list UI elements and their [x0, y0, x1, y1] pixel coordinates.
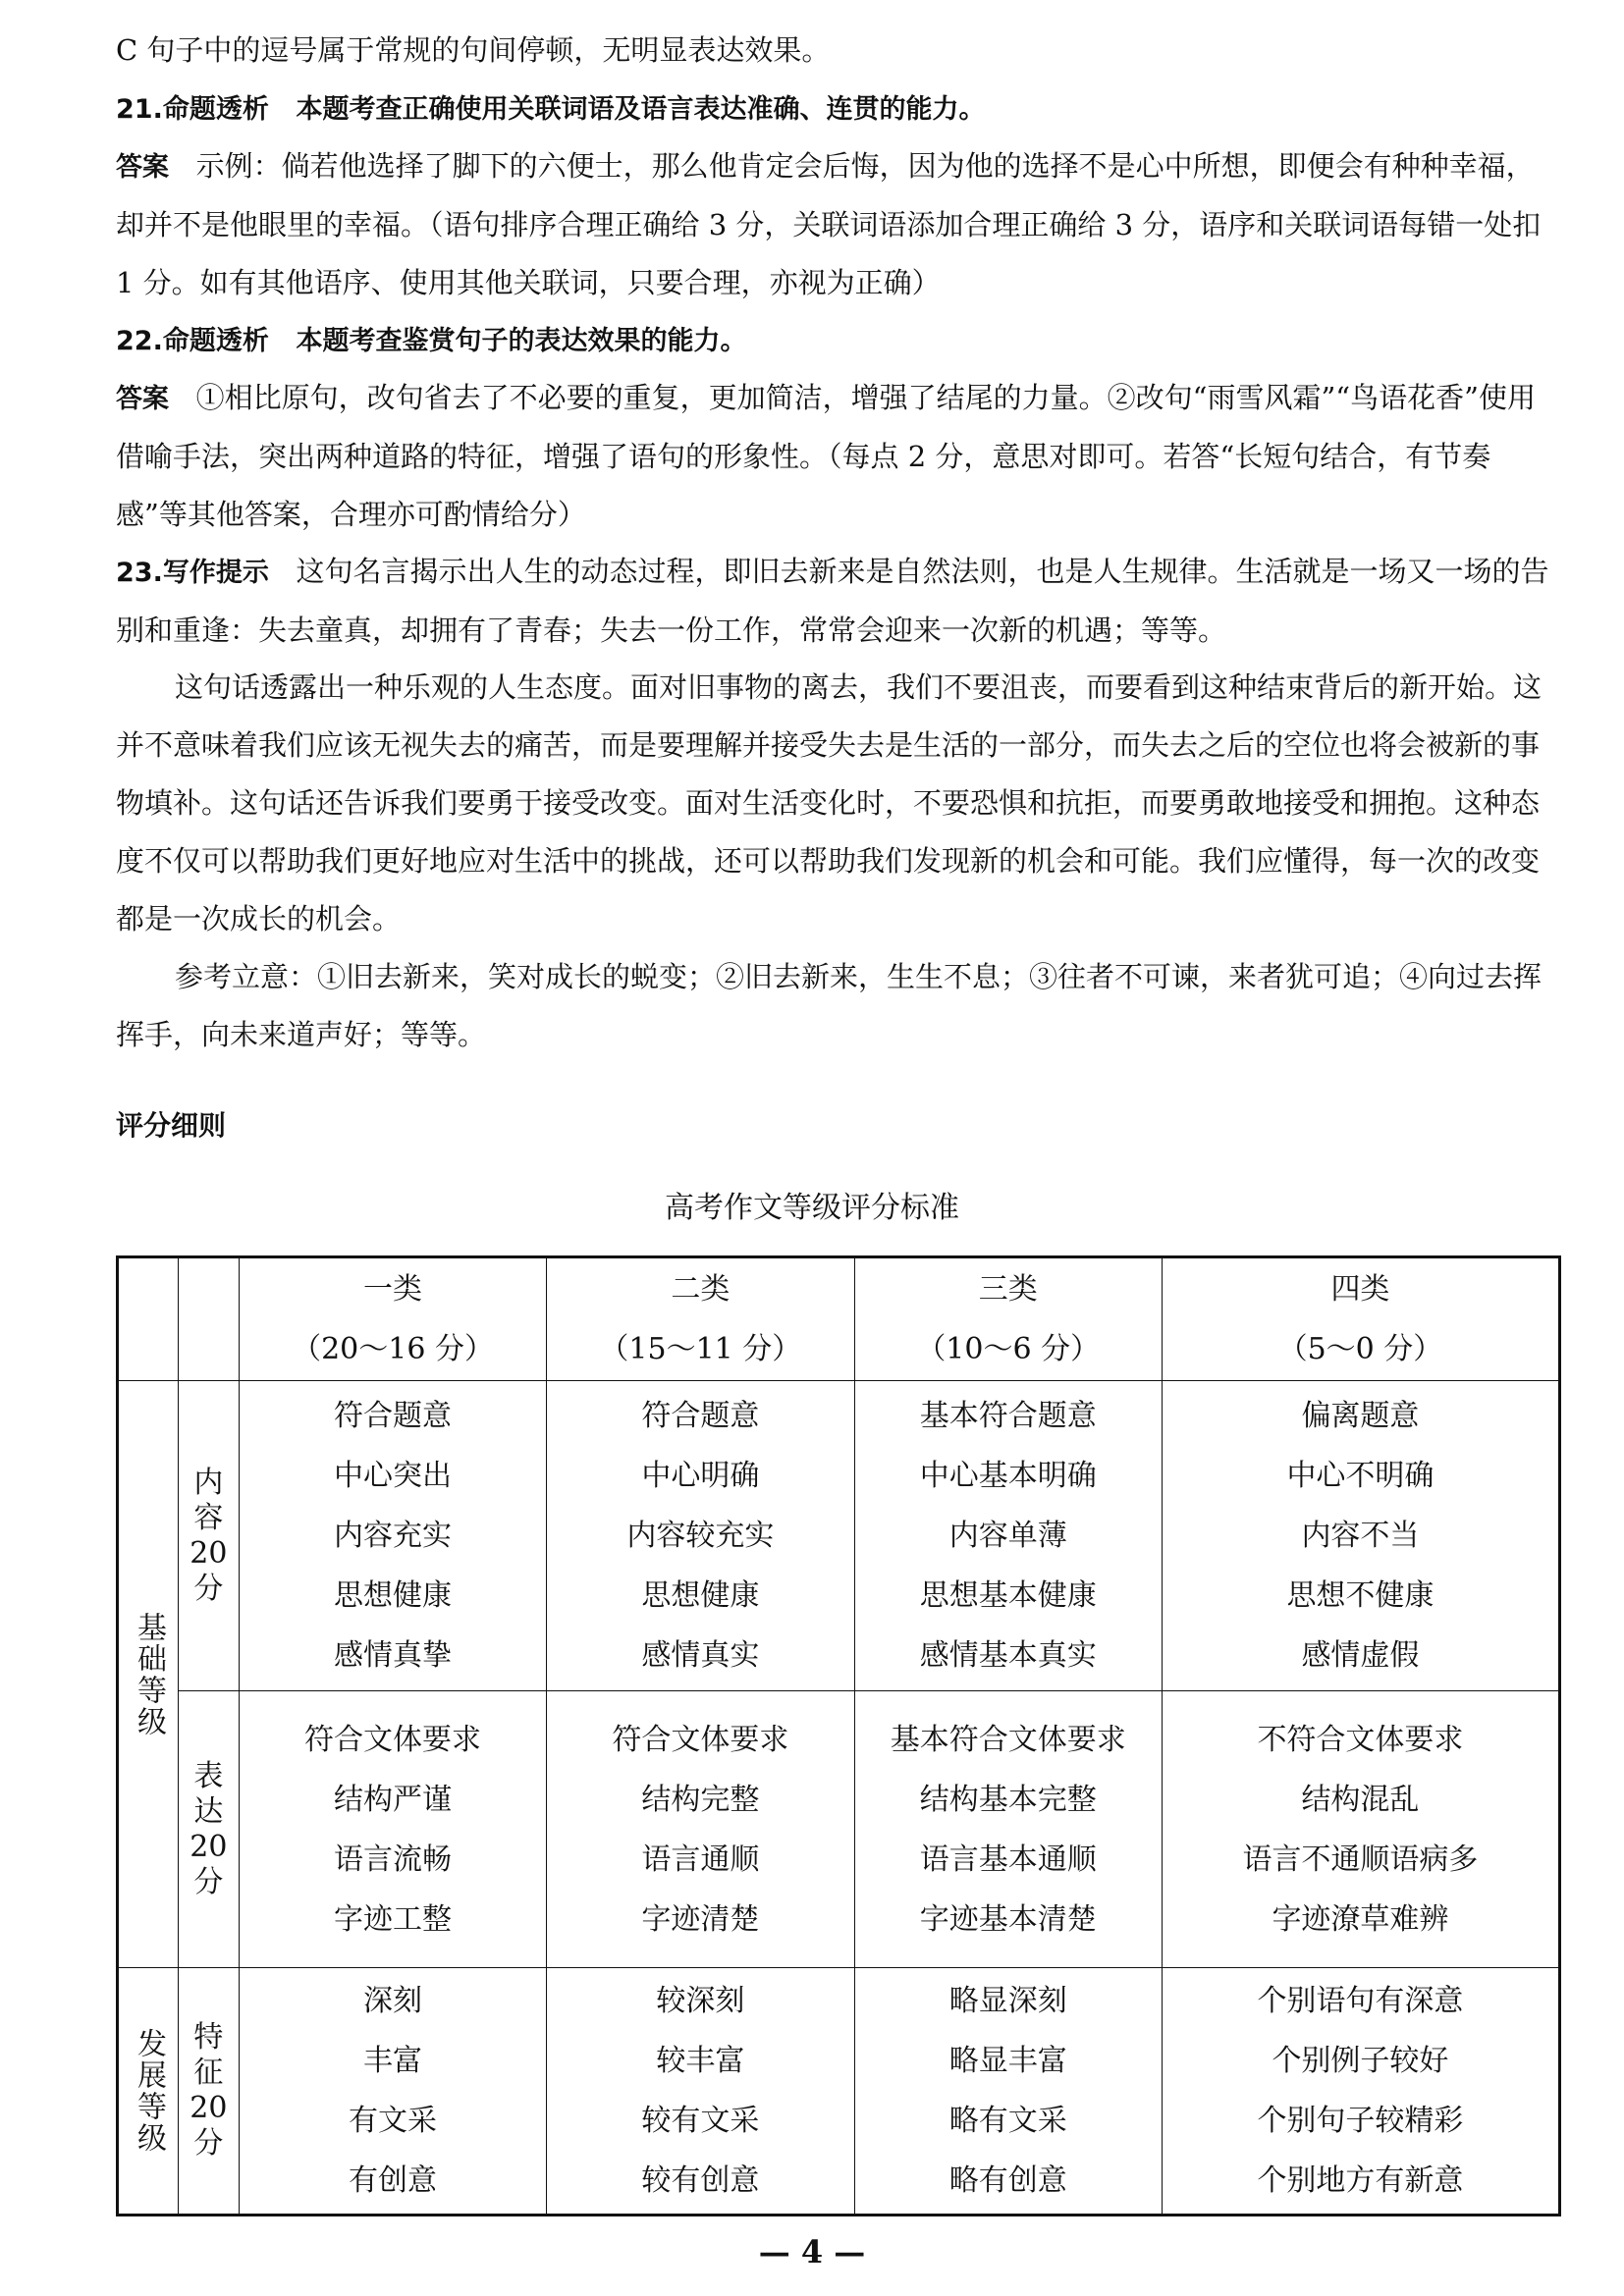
- expression-row: [118, 1691, 1560, 1968]
- answer-c-note: C 句子中的逗号属于常规的句间停顿，无明显表达效果。: [116, 33, 831, 67]
- expression-class-3: 基本符合文体要求 结构基本完整 语言基本通顺 字迹基本清楚: [854, 1691, 1162, 1968]
- expression-class-1: 符合文体要求 结构严谨 语言流畅 字迹工整: [239, 1691, 546, 1968]
- q22-answer: [116, 369, 1559, 544]
- features-row: [118, 1968, 1560, 2216]
- q23-number: 23.: [116, 558, 163, 588]
- features-class-4: 个别语句有深意 个别例子较好 个别句子较精彩 个别地方有新意: [1162, 1968, 1559, 2216]
- content-row: [118, 1381, 1560, 1691]
- header-empty-1: [118, 1257, 179, 1381]
- header-class-2: 二类 （15～11 分）: [547, 1257, 854, 1381]
- expression-class-2: 符合文体要求 结构完整 语言通顺 字迹清楚: [547, 1691, 854, 1968]
- header-class-3: 三类 （10～6 分）: [854, 1257, 1162, 1381]
- sub-features: 特 征 20 分: [178, 1968, 239, 2216]
- sub-content: 内 容 20 分: [178, 1381, 239, 1691]
- q22-analysis: [116, 311, 1559, 370]
- expression-class-4: 不符合文体要求 结构混乱 语言不通顺语病多 字迹潦草难辨: [1162, 1691, 1559, 1968]
- page-number: — 4 —: [758, 2233, 866, 2270]
- q22-text: 本题考查鉴赏句子的表达效果的能力。: [296, 326, 747, 356]
- content-class-4: 偏离题意 中心不明确 内容不当 思想不健康 感情虚假: [1162, 1381, 1559, 1691]
- q23-label: 写作提示: [162, 558, 269, 588]
- q21-answer-text: 示例：倘若他选择了脚下的六便士，那么他肯定会后悔，因为他的选择不是心中所想，即便会有种种幸福，却并不是他眼里的幸福。（语句排序合理正确给 3 分，关联词语添加合理正确给 3 分，语序和关联词语每错一处扣 1 分。如有其他语序、使用其他关联词，只要合理，亦视为正确）: [116, 149, 1542, 299]
- content-class-3: 基本符合题意 中心基本明确 内容单薄 思想基本健康 感情基本真实: [854, 1381, 1162, 1691]
- content-class-2: 符合题意 中心明确 内容较充实 思想健康 感情真实: [547, 1381, 854, 1691]
- q22-answer-text: ①相比原句，改句省去了不必要的重复，更加简洁，增强了结尾的力量。②改句“雨雪风霜”“鸟语花香”使用借喻手法，突出两种道路的特征，增强了语句的形象性。（每点 2 分，意思对即可。若答“长短句结合，有节奏感”等其他答案，合理亦可酌情给分）: [116, 381, 1536, 531]
- content-class-1: 符合题意 中心突出 内容充实 思想健康 感情真挚: [239, 1381, 546, 1691]
- q23-hint: [116, 543, 1559, 660]
- grading-table: [116, 1255, 1561, 2216]
- features-class-1: 深刻 丰富 有文采 有创意: [239, 1968, 546, 2216]
- features-class-3: 略显深刻 略显丰富 略有文采 略有创意: [854, 1968, 1162, 2216]
- table-title: 高考作文等级评分标准: [665, 1191, 959, 1225]
- header-class-1: 一类 （20～16 分）: [239, 1257, 546, 1381]
- section-title: 评分细则: [116, 1109, 227, 1142]
- table-header-row: [118, 1257, 1560, 1381]
- header-empty-2: [178, 1257, 239, 1381]
- header-class-4: 四类 （5～0 分）: [1162, 1257, 1559, 1381]
- q22-answer-label: 答案: [116, 384, 169, 414]
- sub-expression: 表 达 20 分: [178, 1691, 239, 1968]
- q21-label: 命题透析: [162, 94, 269, 125]
- q21-answer-label: 答案: [116, 152, 169, 183]
- q22-number: 22.: [116, 326, 163, 356]
- q21-answer: [116, 137, 1559, 312]
- q21-number: 21.: [116, 94, 163, 125]
- q22-label: 命题透析: [162, 326, 269, 356]
- q21-analysis: [116, 80, 1559, 138]
- features-class-2: 较深刻 较丰富 较有文采 较有创意: [547, 1968, 854, 2216]
- group-basic-level: 基础等级: [118, 1381, 179, 1968]
- q23-paragraph-3: 参考立意：①旧去新来，笑对成长的蜕变；②旧去新来，生生不息；③往者不可谏，来者犹可追；④向过去挥挥手，向未来道声好；等等。: [116, 960, 1543, 1051]
- q21-text: 本题考查正确使用关联词语及语言表达准确、连贯的能力。: [296, 94, 986, 125]
- q23-paragraph-2: 这句话透露出一种乐观的人生态度。面对旧事物的离去，我们不要沮丧，而要看到这种结束背后的新开始。这并不意味着我们应该无视失去的痛苦，而是要理解并接受失去是生活的一部分，而失去之后的空位也将会被新的事物填补。这句话还告诉我们要勇于接受改变。面对生活变化时，不要恐惧和抗拒，而要勇敢地接受和拥抱。这种态度不仅可以帮助我们更好地应对生活中的挑战，还可以帮助我们发现新的机会和可能。我们应懂得，每一次的改变都是一次成长的机会。: [116, 670, 1543, 935]
- group-development-level: 发展等级: [118, 1968, 179, 2216]
- q23-text: 这句名言揭示出人生的动态过程，即旧去新来是自然法则，也是人生规律。生活就是一场又一场的告别和重逢：失去童真，却拥有了青春；失去一份工作，常常会迎来一次新的机遇；等等。: [116, 555, 1549, 647]
